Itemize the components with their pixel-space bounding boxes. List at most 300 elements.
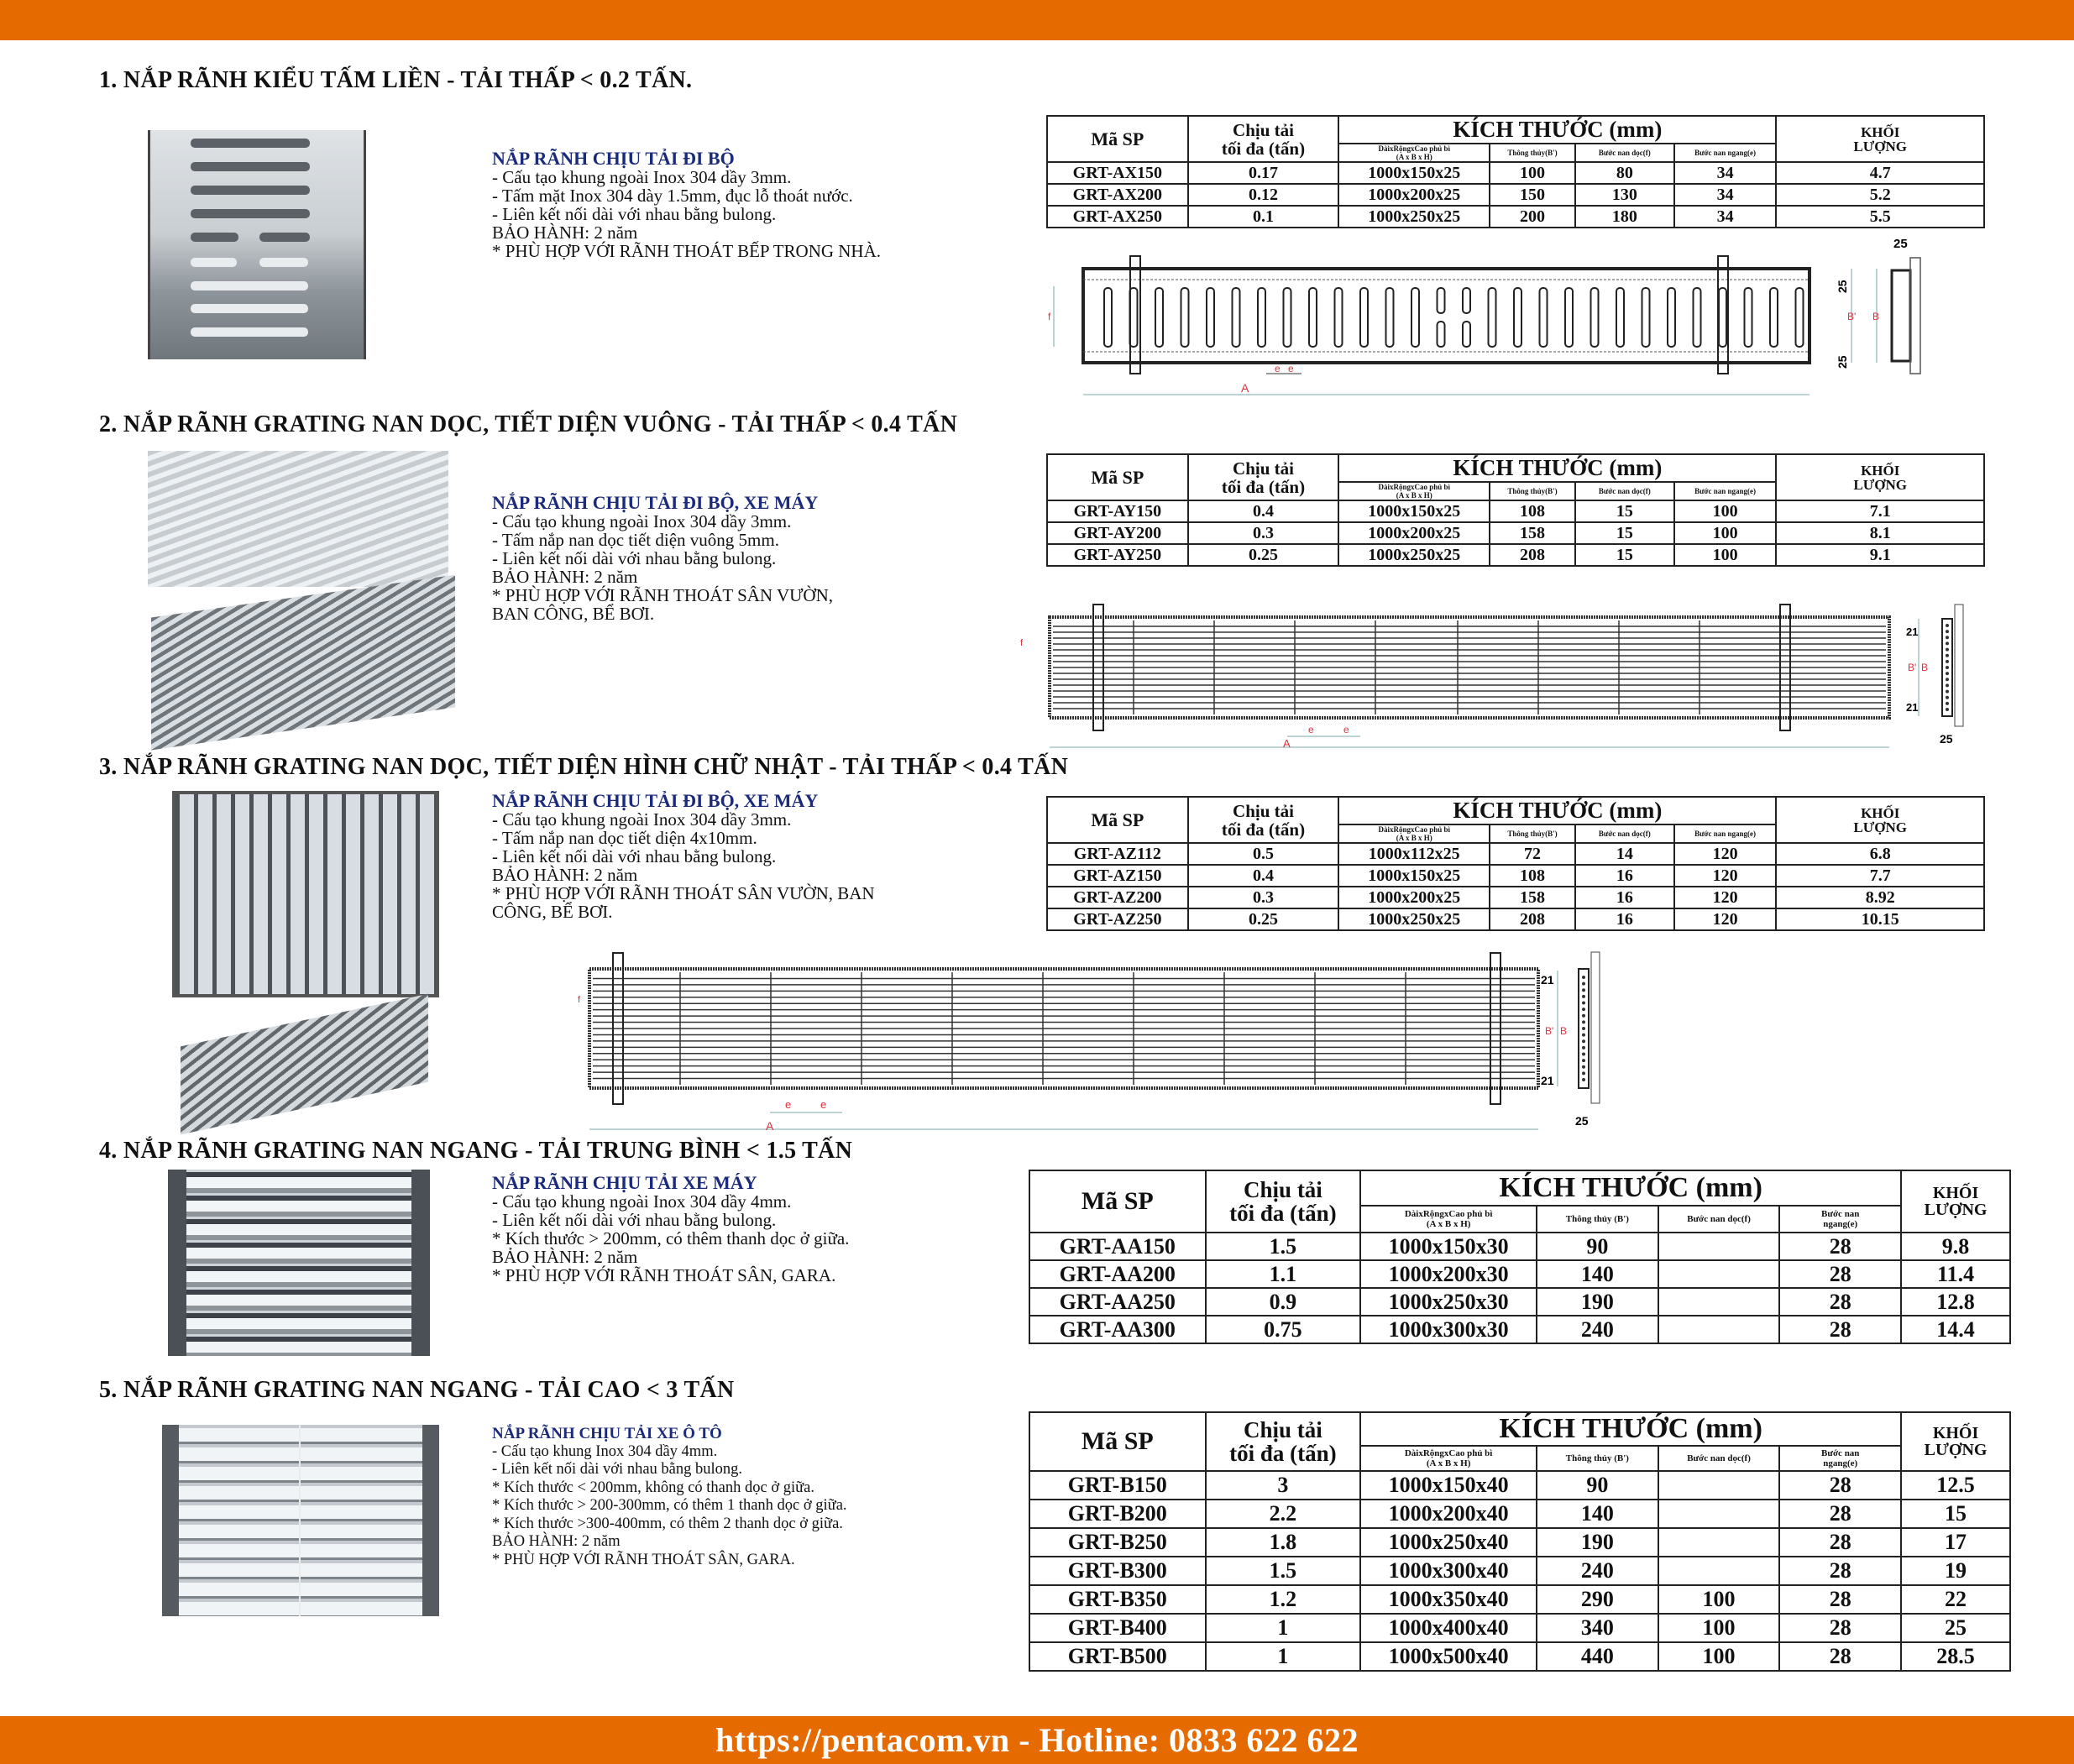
cell-overall-size: 1000x150x40	[1360, 1471, 1537, 1500]
section-4-spec-table	[1029, 1170, 2011, 1344]
col-header-overall: DàixRộngxCao phủ bì (A x B x H)	[1338, 824, 1490, 843]
bar-section-dot	[1946, 624, 1949, 627]
desc-line: BẢO HÀNH: 2 năm	[492, 1247, 638, 1267]
cell-cross-pitch: 28	[1779, 1288, 1901, 1316]
cell-weight: 4.7	[1776, 162, 1984, 184]
table-row	[1047, 887, 1984, 908]
cell-weight: 14.4	[1901, 1316, 2010, 1343]
cell-cross-pitch: 120	[1674, 843, 1777, 865]
dim-label-e: e	[1275, 363, 1281, 374]
cell-load: 0.9	[1206, 1288, 1361, 1316]
col-header-size: KÍCH THƯỚC (mm)	[1338, 116, 1776, 144]
drain-slot	[1489, 288, 1496, 347]
col-header-load: Chịu tải tối đa (tấn)	[1188, 797, 1339, 843]
desc-line: BẢO HÀNH: 2 năm	[492, 1533, 621, 1550]
desc-line: BẢO HÀNH: 2 năm	[492, 222, 638, 243]
cell-long-pitch: 100	[1658, 1642, 1780, 1671]
cell-weight: 7.1	[1776, 500, 1984, 522]
section-2-product-photo-top	[148, 451, 448, 587]
dim-label-e: e	[1288, 363, 1294, 374]
table-row	[1047, 522, 1984, 544]
col-header-size: KÍCH THƯỚC (mm)	[1338, 454, 1776, 482]
desc-line: - Cấu tạo khung ngoài Inox 304 dầy 3mm.	[492, 167, 792, 187]
cell-load: 0.4	[1188, 500, 1339, 522]
desc-line: CÔNG, BỂ BƠI.	[492, 902, 613, 922]
drain-slot	[1233, 288, 1240, 347]
bar-section-dot	[1946, 708, 1949, 711]
desc-line: - Tấm nắp nan dọc tiết diện vuông 5mm.	[492, 530, 779, 550]
cell-clear-width: 440	[1537, 1642, 1658, 1671]
bar-section-dot	[1946, 641, 1949, 645]
dim-label-25: 25	[1940, 732, 1953, 746]
col-header-weight: KHỐI LƯỢNG	[1776, 797, 1984, 843]
section-3-description	[492, 792, 875, 921]
cell-long-pitch: 16	[1575, 865, 1674, 887]
dim-label-21: 21	[1541, 973, 1554, 987]
cell-clear-width: 150	[1490, 184, 1575, 206]
dim-label-e: e	[1343, 724, 1349, 735]
cell-clear-width: 158	[1490, 522, 1575, 544]
section-2-title: 2. NẮP RÃNH GRATING NAN DỌC, TIẾT DIỆN VUÔNG - TẢI THẤP < 0.4 TẤN	[99, 411, 958, 437]
cell-weight: 5.5	[1776, 206, 1984, 228]
cell-cross-pitch: 34	[1674, 162, 1777, 184]
bar-section-dot	[1582, 1065, 1585, 1069]
desc-line: - Liên kết nối dài với nhau bằng bulong.	[492, 846, 777, 866]
drain-slot	[1540, 288, 1548, 347]
drain-slot	[1796, 288, 1804, 347]
col-header-clear: Thông thủy(B')	[1490, 824, 1575, 843]
cell-load: 0.1	[1188, 206, 1339, 228]
dim-label-b: B	[1872, 311, 1880, 322]
slotted-plate-illustration	[150, 130, 364, 359]
cell-cross-pitch: 120	[1674, 887, 1777, 908]
cell-overall-size: 1000x200x30	[1360, 1260, 1537, 1288]
col-header-cross-pitch: Bước nan ngang(e)	[1674, 482, 1777, 500]
drain-slot	[1438, 322, 1445, 347]
col-header-code: Mã SP	[1047, 454, 1188, 500]
section-3-product-photo-top	[172, 791, 439, 997]
cell-overall-size: 1000x500x40	[1360, 1642, 1537, 1671]
cell-long-pitch: 16	[1575, 887, 1674, 908]
cell-overall-size: 1000x200x25	[1338, 522, 1490, 544]
section-4-product-photo	[168, 1170, 430, 1356]
table-row	[1047, 162, 1984, 184]
bar-section-dot	[1582, 1078, 1585, 1081]
drain-slot	[1565, 288, 1573, 347]
cell-overall-size: 1000x400x40	[1360, 1614, 1537, 1642]
cell-clear-width: 90	[1537, 1471, 1658, 1500]
table-row	[1029, 1500, 2010, 1528]
bar-section-dot	[1946, 666, 1949, 669]
table-row	[1029, 1557, 2010, 1585]
bar-section-dot	[1582, 1020, 1585, 1023]
cell-clear-width: 190	[1537, 1288, 1658, 1316]
bar-section-dot	[1582, 988, 1585, 992]
cell-cross-pitch: 28	[1779, 1528, 1901, 1557]
drain-slot	[1155, 288, 1163, 347]
cell-overall-size: 1000x250x25	[1338, 908, 1490, 930]
desc-line: * PHÙ HỢP VỚI RÃNH THOÁT SÂN, GARA.	[492, 1551, 795, 1568]
table-row	[1047, 843, 1984, 865]
cell-overall-size: 1000x300x30	[1360, 1316, 1537, 1343]
cell-load: 1.5	[1206, 1233, 1361, 1260]
drain-slot	[1514, 288, 1521, 347]
drain-slot	[1411, 288, 1419, 347]
col-header-code: Mã SP	[1047, 116, 1188, 162]
cell-cross-pitch: 100	[1674, 522, 1777, 544]
bar-section-dot	[1582, 1008, 1585, 1011]
col-header-clear: Thông thủy (B')	[1537, 1446, 1658, 1471]
section-1-description	[492, 149, 881, 260]
cell-long-pitch	[1658, 1557, 1780, 1585]
desc-line: * Kích thước >300-400mm, có thêm 2 thanh dọc ở giữa.	[492, 1515, 843, 1532]
cell-clear-width: 290	[1537, 1585, 1658, 1614]
bar-section-dot	[1582, 995, 1585, 998]
section-1-title: 1. NẮP RÃNH KIỂU TẤM LIỀN - TẢI THẤP < 0.2 TẤN.	[99, 67, 693, 93]
cell-clear-width: 208	[1490, 544, 1575, 566]
section-2-desc-heading: NẮP RÃNH CHỊU TẢI ĐI BỘ, XE MÁY	[492, 492, 819, 513]
col-header-overall: DàixRộngxCao phủ bì (A x B x H)	[1360, 1446, 1537, 1471]
cell-clear-width: 200	[1490, 206, 1575, 228]
bar-section-dot	[1582, 1039, 1585, 1043]
drain-slot	[1360, 288, 1368, 347]
cell-weight: 8.92	[1776, 887, 1984, 908]
drain-slot	[1668, 288, 1675, 347]
bar-section-dot	[1946, 672, 1949, 675]
desc-line: - Liên kết nối dài với nhau bằng bulong.	[492, 548, 777, 568]
cell-weight: 15	[1901, 1500, 2010, 1528]
cell-code: GRT-AZ150	[1047, 865, 1188, 887]
col-header-long-pitch: Bước nan dọc(f)	[1658, 1206, 1780, 1233]
drain-slot	[1745, 288, 1752, 347]
cell-code: GRT-B500	[1029, 1642, 1206, 1671]
cell-load: 1.2	[1206, 1585, 1361, 1614]
cell-load: 0.3	[1188, 522, 1339, 544]
section-2-spec-table	[1046, 453, 1985, 567]
bar-section-dot	[1582, 1014, 1585, 1018]
dim-label-b: B	[1560, 1025, 1568, 1037]
col-header-load: Chịu tải tối đa (tấn)	[1188, 454, 1339, 500]
table-row	[1029, 1614, 2010, 1642]
drain-slot	[1284, 288, 1291, 347]
cell-overall-size: 1000x112x25	[1338, 843, 1490, 865]
cell-weight: 9.1	[1776, 544, 1984, 566]
cell-overall-size: 1000x300x40	[1360, 1557, 1537, 1585]
desc-line: - Cấu tạo khung ngoài Inox 304 dầy 3mm.	[492, 511, 792, 531]
bar-section-dot	[1582, 976, 1585, 979]
cell-cross-pitch: 100	[1674, 544, 1777, 566]
col-header-long-pitch: Bước nan dọc(f)	[1575, 144, 1674, 162]
cell-load: 0.12	[1188, 184, 1339, 206]
cell-cross-pitch: 100	[1674, 500, 1777, 522]
table-row	[1029, 1233, 2010, 1260]
drain-slot	[1181, 288, 1189, 347]
col-header-load: Chịu tải tối đa (tấn)	[1206, 1170, 1361, 1233]
cell-cross-pitch: 28	[1779, 1316, 1901, 1343]
col-header-cross-pitch: Bước nan ngang(e)	[1779, 1446, 1901, 1471]
dim-label-e: e	[785, 1098, 792, 1111]
cell-overall-size: 1000x250x30	[1360, 1288, 1537, 1316]
cell-cross-pitch: 120	[1674, 865, 1777, 887]
section-1-spec-table	[1046, 115, 1985, 228]
drain-slot	[1770, 288, 1778, 347]
section-1-product-photo	[148, 130, 366, 359]
table-row	[1029, 1642, 2010, 1671]
cell-long-pitch: 80	[1575, 162, 1674, 184]
dim-label-e: e	[1308, 724, 1314, 735]
section-2-description	[492, 494, 833, 623]
cell-long-pitch: 130	[1575, 184, 1674, 206]
col-header-load: Chịu tải tối đa (tấn)	[1206, 1412, 1361, 1471]
section-3-spec-table	[1046, 796, 1985, 931]
section-5-product-photo	[162, 1425, 439, 1616]
cell-clear-width: 190	[1537, 1528, 1658, 1557]
cell-load: 0.3	[1188, 887, 1339, 908]
cell-cross-pitch: 28	[1779, 1471, 1901, 1500]
col-header-cross-pitch: Bước nan ngang(e)	[1779, 1206, 1901, 1233]
drain-slot	[1719, 288, 1726, 347]
table-row	[1047, 206, 1984, 228]
cell-long-pitch: 180	[1575, 206, 1674, 228]
bar-section-dot	[1582, 982, 1585, 986]
bar-section-dot	[1582, 1002, 1585, 1005]
bar-section-dot	[1582, 1027, 1585, 1030]
dim-label-b: B	[1921, 662, 1929, 673]
col-header-overall: DàixRộngxCao phủ bì (A x B x H)	[1360, 1206, 1537, 1233]
bar-section-dot	[1946, 690, 1949, 694]
dim-label-25: 25	[1836, 355, 1849, 369]
bar-section-dot	[1946, 696, 1949, 699]
cell-long-pitch: 15	[1575, 522, 1674, 544]
col-header-long-pitch: Bước nan dọc(f)	[1658, 1446, 1780, 1471]
cell-code: GRT-B150	[1029, 1471, 1206, 1500]
desc-line: * Kích thước > 200-300mm, có thêm 1 thanh dọc ở giữa.	[492, 1497, 847, 1514]
cell-code: GRT-AX150	[1047, 162, 1188, 184]
cell-long-pitch	[1658, 1500, 1780, 1528]
cell-clear-width: 72	[1490, 843, 1575, 865]
drain-slot	[1463, 288, 1470, 313]
cell-overall-size: 1000x250x25	[1338, 206, 1490, 228]
bar-section-dot	[1946, 683, 1949, 687]
table-row	[1029, 1316, 2010, 1343]
desc-line: * Kích thước < 200mm, không có thanh dọc ở giữa.	[492, 1479, 815, 1496]
cell-weight: 9.8	[1901, 1233, 2010, 1260]
col-header-code: Mã SP	[1029, 1170, 1206, 1233]
cell-load: 1.5	[1206, 1557, 1361, 1585]
section-1-desc-heading: NẮP RÃNH CHỊU TẢI ĐI BỘ	[492, 148, 735, 169]
cell-load: 0.25	[1188, 544, 1339, 566]
table-row	[1047, 865, 1984, 887]
cell-weight: 12.8	[1901, 1288, 2010, 1316]
cell-code: GRT-AA150	[1029, 1233, 1206, 1260]
cell-load: 0.17	[1188, 162, 1339, 184]
table-row	[1047, 544, 1984, 566]
cell-overall-size: 1000x150x25	[1338, 865, 1490, 887]
col-header-code: Mã SP	[1047, 797, 1188, 843]
section-3-desc-heading: NẮP RÃNH CHỊU TẢI ĐI BỘ, XE MÁY	[492, 790, 819, 811]
cell-code: GRT-AY200	[1047, 522, 1188, 544]
cell-weight: 5.2	[1776, 184, 1984, 206]
cell-weight: 8.1	[1776, 522, 1984, 544]
cell-long-pitch	[1658, 1233, 1780, 1260]
cell-long-pitch: 100	[1658, 1614, 1780, 1642]
desc-line: - Tấm nắp nan dọc tiết diện 4x10mm.	[492, 828, 757, 848]
table-row	[1029, 1528, 2010, 1557]
dim-label-a: A	[1241, 381, 1249, 395]
col-header-overall: DàixRộngxCao phủ bì (A x B x H)	[1338, 482, 1490, 500]
cell-code: GRT-AZ200	[1047, 887, 1188, 908]
cell-code: GRT-B250	[1029, 1528, 1206, 1557]
cell-clear-width: 90	[1537, 1233, 1658, 1260]
cell-long-pitch	[1658, 1288, 1780, 1316]
col-header-clear: Thông thủy(B')	[1490, 144, 1575, 162]
cell-code: GRT-AZ250	[1047, 908, 1188, 930]
section-3-title: 3. NẮP RÃNH GRATING NAN DỌC, TIẾT DIỆN HÌNH CHỮ NHẬT - TẢI THẤP < 0.4 TẤN	[99, 754, 1069, 780]
drain-slot	[1386, 288, 1394, 347]
cell-clear-width: 158	[1490, 887, 1575, 908]
drain-slot	[1207, 288, 1214, 347]
cell-long-pitch: 100	[1658, 1585, 1780, 1614]
cell-clear-width: 208	[1490, 908, 1575, 930]
section-2-product-photo-bottom	[151, 575, 455, 751]
cell-weight: 12.5	[1901, 1471, 2010, 1500]
col-header-weight: KHỐI LƯỢNG	[1776, 454, 1984, 500]
cell-cross-pitch: 28	[1779, 1614, 1901, 1642]
cell-weight: 10.15	[1776, 908, 1984, 930]
dim-label-21: 21	[1906, 701, 1919, 714]
cell-long-pitch	[1658, 1471, 1780, 1500]
col-header-weight: KHỐI LƯỢNG	[1901, 1170, 2010, 1233]
cell-cross-pitch: 34	[1674, 184, 1777, 206]
cell-overall-size: 1000x150x25	[1338, 162, 1490, 184]
desc-line: - Liên kết nối dài với nhau bằng bulong.	[492, 204, 777, 224]
cell-cross-pitch: 28	[1779, 1585, 1901, 1614]
col-header-weight: KHỐI LƯỢNG	[1901, 1412, 2010, 1471]
cell-cross-pitch: 34	[1674, 206, 1777, 228]
bar-section-dot	[1946, 636, 1949, 639]
section-5-title: 5. NẮP RÃNH GRATING NAN NGANG - TẢI CAO < 3 TẤN	[99, 1377, 735, 1403]
cell-code: GRT-B200	[1029, 1500, 1206, 1528]
cell-clear-width: 140	[1537, 1260, 1658, 1288]
dim-label-25: 25	[1893, 237, 1908, 251]
cell-clear-width: 240	[1537, 1316, 1658, 1343]
dim-label-b-clear: B'	[1847, 311, 1857, 322]
col-header-load: Chịu tải tối đa (tấn)	[1188, 116, 1339, 162]
drain-slot	[1463, 322, 1470, 347]
table-row	[1029, 1260, 2010, 1288]
cell-code: GRT-AA200	[1029, 1260, 1206, 1288]
desc-line: BẢO HÀNH: 2 năm	[492, 865, 638, 885]
section-4-desc-heading: NẮP RÃNH CHỊU TẢI XE MÁY	[492, 1172, 757, 1193]
bar-section-dot	[1946, 678, 1949, 681]
drain-slot	[1335, 288, 1343, 347]
table-row	[1047, 500, 1984, 522]
dim-label-a: A	[766, 1119, 774, 1133]
cell-long-pitch: 15	[1575, 500, 1674, 522]
cell-weight: 7.7	[1776, 865, 1984, 887]
section-4-title: 4. NẮP RÃNH GRATING NAN NGANG - TẢI TRUNG BÌNH < 1.5 TẤN	[99, 1138, 853, 1164]
col-header-size: KÍCH THƯỚC (mm)	[1360, 1412, 1901, 1446]
drain-slot	[1104, 288, 1112, 347]
table-row	[1029, 1471, 2010, 1500]
desc-line: - Cấu tạo khung ngoài Inox 304 dầy 3mm.	[492, 809, 792, 830]
cell-load: 0.25	[1188, 908, 1339, 930]
cell-long-pitch: 16	[1575, 908, 1674, 930]
section-2-technical-drawing	[1016, 584, 1982, 751]
col-header-long-pitch: Bước nan dọc(f)	[1575, 482, 1674, 500]
col-header-cross-pitch: Bước nan ngang(e)	[1674, 144, 1777, 162]
col-header-cross-pitch: Bước nan ngang(e)	[1674, 824, 1777, 843]
bar-section-dot	[1946, 630, 1949, 633]
desc-line: - Liên kết nối dài với nhau bằng bulong.	[492, 1461, 743, 1478]
cell-code: GRT-AY150	[1047, 500, 1188, 522]
cell-load: 2.2	[1206, 1500, 1361, 1528]
cell-weight: 22	[1901, 1585, 2010, 1614]
dim-label-25: 25	[1836, 280, 1849, 293]
cell-load: 0.5	[1188, 843, 1339, 865]
section-3-technical-drawing	[571, 934, 1747, 1135]
cell-cross-pitch: 28	[1779, 1233, 1901, 1260]
cell-clear-width: 108	[1490, 865, 1575, 887]
cell-overall-size: 1000x150x30	[1360, 1233, 1537, 1260]
desc-line: * PHÙ HỢP VỚI RÃNH THOÁT SÂN, GARA.	[492, 1265, 836, 1285]
dim-label-f: f	[1048, 311, 1051, 322]
bar-section-dot	[1582, 1059, 1585, 1062]
cell-weight: 6.8	[1776, 843, 1984, 865]
desc-line: * PHÙ HỢP VỚI RÃNH THOÁT SÂN VƯỜN,	[492, 585, 834, 605]
cell-load: 1	[1206, 1614, 1361, 1642]
bar-section-dot	[1582, 1034, 1585, 1037]
desc-line: * Kích thước > 200mm, có thêm thanh dọc ở giữa.	[492, 1228, 850, 1248]
bar-section-dot	[1582, 1046, 1585, 1050]
desc-line: - Cấu tạo khung Inox 304 dầy 4mm.	[492, 1442, 718, 1460]
bar-section-dot	[1946, 654, 1949, 657]
col-header-size: KÍCH THƯỚC (mm)	[1338, 797, 1776, 824]
cell-weight: 17	[1901, 1528, 2010, 1557]
cell-code: GRT-AA300	[1029, 1316, 1206, 1343]
section-4-description	[492, 1174, 849, 1285]
cell-long-pitch	[1658, 1528, 1780, 1557]
cell-weight: 11.4	[1901, 1260, 2010, 1288]
cell-load: 1	[1206, 1642, 1361, 1671]
cell-load: 1.8	[1206, 1528, 1361, 1557]
drain-slot	[1591, 288, 1599, 347]
desc-line: BẢO HÀNH: 2 năm	[492, 567, 638, 587]
drain-slot	[1616, 288, 1624, 347]
desc-line: * PHÙ HỢP VỚI RÃNH THOÁT SÂN VƯỜN, BAN	[492, 883, 875, 903]
cell-cross-pitch: 120	[1674, 908, 1777, 930]
table-row	[1029, 1585, 2010, 1614]
dim-label-f: f	[1020, 638, 1024, 648]
bar-section-dot	[1582, 1071, 1585, 1075]
cell-weight: 25	[1901, 1614, 2010, 1642]
col-header-long-pitch: Bước nan dọc(f)	[1575, 824, 1674, 843]
bar-section-dot	[1946, 702, 1949, 705]
drain-slot	[1642, 288, 1650, 347]
dim-label-21: 21	[1906, 626, 1919, 638]
drain-slot	[1258, 288, 1265, 347]
cell-long-pitch: 15	[1575, 544, 1674, 566]
dim-label-f: f	[578, 995, 581, 1005]
dim-label-e: e	[820, 1098, 827, 1111]
cell-clear-width: 100	[1490, 162, 1575, 184]
dim-label-25: 25	[1575, 1114, 1589, 1128]
bar-section-dot	[1946, 660, 1949, 663]
cell-cross-pitch: 28	[1779, 1557, 1901, 1585]
cell-code: GRT-AX250	[1047, 206, 1188, 228]
cell-long-pitch	[1658, 1316, 1780, 1343]
cell-long-pitch: 14	[1575, 843, 1674, 865]
